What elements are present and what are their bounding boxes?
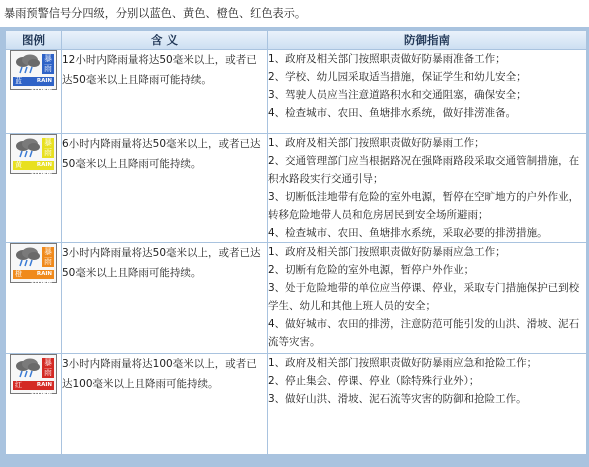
- warning-table-frame: [0, 27, 589, 467]
- guide-item: 2、切断有危险的室外电源，暂停户外作业；: [268, 264, 475, 276]
- guide-item: 1、政府及相关部门按照职责做好防暴雨应急工作；: [268, 246, 506, 258]
- signal-tag: 暴雨: [44, 358, 52, 377]
- icon-cell: [6, 354, 61, 454]
- level-row-yellow: [6, 134, 586, 242]
- guide-item: 1、政府及相关部门按照职责做好防暴雨准备工作；: [268, 53, 506, 65]
- guide-item: 3、切断低洼地带有危险的室外电源，暂停在空旷地方的户外作业，转移危险地带人员和危房居民到安全场所避雨；: [268, 191, 580, 221]
- guide-item: 2、交通管理部门应当根据路况在强降雨路段采取交通管制措施，在积水路段实行交通引导；: [268, 155, 580, 185]
- level-row-blue: [6, 50, 586, 133]
- guide-item: 3、做好山洪、滑坡、泥石流等灾害的防御和抢险工作。: [268, 393, 527, 405]
- signal-english-label: RAIN STORM: [13, 77, 54, 86]
- level-row-red: [6, 354, 586, 454]
- level-row-orange: [6, 243, 586, 353]
- meaning-cell: 12小时内降雨量将达50毫米以上，或者已达50毫米以上且降雨可能持续。: [62, 50, 267, 133]
- header-guide: 防御指南: [268, 31, 586, 49]
- guide-item: 3、处于危险地带的单位应当停课、停业，采取专门措施保护已到校学生、幼儿和其他上班人员的安全；: [268, 282, 580, 312]
- cloud-rain-icon: [14, 247, 41, 267]
- signal-english-label: RAIN STORM: [13, 270, 54, 279]
- guide-item: 2、停止集会、停课、停业（除特殊行业外）；: [268, 375, 480, 387]
- signal-tag: 暴雨: [44, 138, 52, 157]
- signal-color-label: 黄: [15, 161, 22, 169]
- guide-item: 3、驾驶人员应当注意道路积水和交通阻塞，确保安全；: [268, 89, 527, 101]
- header-meaning: 含 义: [62, 31, 267, 49]
- meaning-cell: 6小时内降雨量将达50毫米以上，或者已达50毫米以上且降雨可能持续。: [62, 134, 267, 242]
- meaning-cell: 3小时内降雨量将达100毫米以上，或者已达100毫米以上且降雨可能持续。: [62, 354, 267, 454]
- guide-cell: [268, 134, 586, 242]
- signal-english-label: RAIN STORM: [13, 381, 54, 390]
- guide-cell: [268, 354, 586, 454]
- signal-english-label: RAIN STORM: [13, 161, 54, 170]
- signal-color-label: 蓝: [15, 77, 22, 85]
- header-icon: 图例: [6, 31, 61, 49]
- cloud-rain-icon: [14, 54, 41, 74]
- caption: 暴雨预警信号分四级，分别以蓝色、黄色、橙色、红色表示。: [4, 7, 307, 20]
- signal-tag: 暴雨: [44, 247, 52, 266]
- signal-tag: 暴雨: [44, 54, 52, 73]
- cloud-rain-icon: [14, 138, 41, 158]
- signal-color-label: 橙: [15, 270, 22, 278]
- guide-cell: [268, 243, 586, 353]
- guide-item: 4、做好城市、农田的排涝，注意防范可能引发的山洪、滑坡、泥石流等灾害。: [268, 318, 580, 348]
- rainstorm-signal-icon: [10, 50, 57, 93]
- cloud-rain-icon: [14, 358, 41, 378]
- rainstorm-signal-icon: [10, 354, 57, 397]
- guide-item: 1、政府及相关部门按照职责做好防暴雨工作；: [268, 137, 485, 149]
- signal-color-label: 红: [15, 381, 22, 389]
- icon-cell: [6, 134, 61, 242]
- guide-item: 4、检查城市、农田、鱼塘排水系统，做好排涝准备。: [268, 107, 517, 119]
- meaning-cell: 3小时内降雨量将达50毫米以上，或者已达50毫米以上且降雨可能持续。: [62, 243, 267, 353]
- warning-table: [5, 30, 587, 455]
- guide-item: 2、学校、幼儿园采取适当措施，保证学生和幼儿安全；: [268, 71, 527, 83]
- guide-cell: [268, 50, 586, 133]
- guide-item: 1、政府及相关部门按照职责做好防暴雨应急和抢险工作；: [268, 357, 538, 369]
- guide-item: 4、检查城市、农田、鱼塘排水系统，采取必要的排涝措施。: [268, 227, 548, 239]
- header-row: [6, 31, 586, 49]
- icon-cell: [6, 243, 61, 353]
- rainstorm-signal-icon: [10, 243, 57, 286]
- rainstorm-signal-icon: [10, 134, 57, 177]
- icon-cell: [6, 50, 61, 133]
